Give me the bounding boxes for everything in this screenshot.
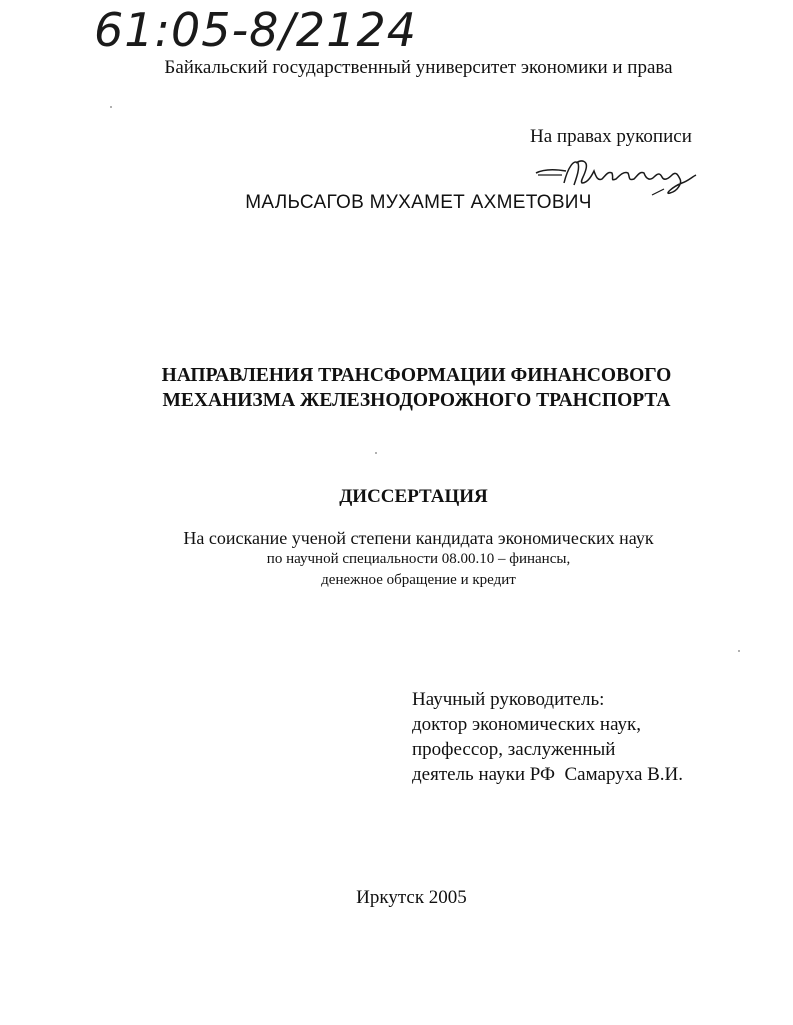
- catalog-code-text: 61:05-8/2124: [94, 3, 417, 54]
- supervisor-line-1: доктор экономических наук,: [412, 714, 642, 735]
- degree-line-1: На соискание ученой степени кандидата экономических наук: [183, 528, 654, 548]
- degree-line-3: денежное обращение и кредит: [321, 572, 516, 588]
- handwritten-catalog-code: [94, 2, 464, 54]
- supervisor-line-2: профессор, заслуженный: [412, 739, 616, 760]
- author-signature: [532, 157, 702, 197]
- city-year: Иркутск 2005: [356, 887, 467, 908]
- university-name: Байкальский государственный университет экономики и права: [164, 57, 673, 78]
- title-line-1: НАПРАВЛЕНИЯ ТРАНСФОРМАЦИИ ФИНАНСОВОГО: [161, 365, 672, 386]
- scan-speck: [738, 650, 740, 652]
- degree-statement: [0, 527, 793, 591]
- rights-note: На правах рукописи: [530, 126, 692, 147]
- degree-line-2: по научной специальности 08.00.10 – финансы,: [266, 551, 571, 567]
- scan-speck: [110, 106, 112, 108]
- title-line-2: МЕХАНИЗМА ЖЕЛЕЗНОДОРОЖНОГО ТРАНСПОРТА: [162, 390, 671, 411]
- dissertation-title: [0, 363, 793, 413]
- supervisor-block: [412, 687, 683, 787]
- document-type: ДИССЕРТАЦИЯ: [339, 486, 488, 507]
- supervisor-line-3: деятель науки РФ Самаруха В.И.: [412, 764, 684, 785]
- supervisor-label: Научный руководитель:: [412, 689, 605, 710]
- scan-speck: [375, 452, 377, 454]
- author-name: МАЛЬСАГОВ МУХАМЕТ АХМЕТОВИЧ: [245, 192, 592, 213]
